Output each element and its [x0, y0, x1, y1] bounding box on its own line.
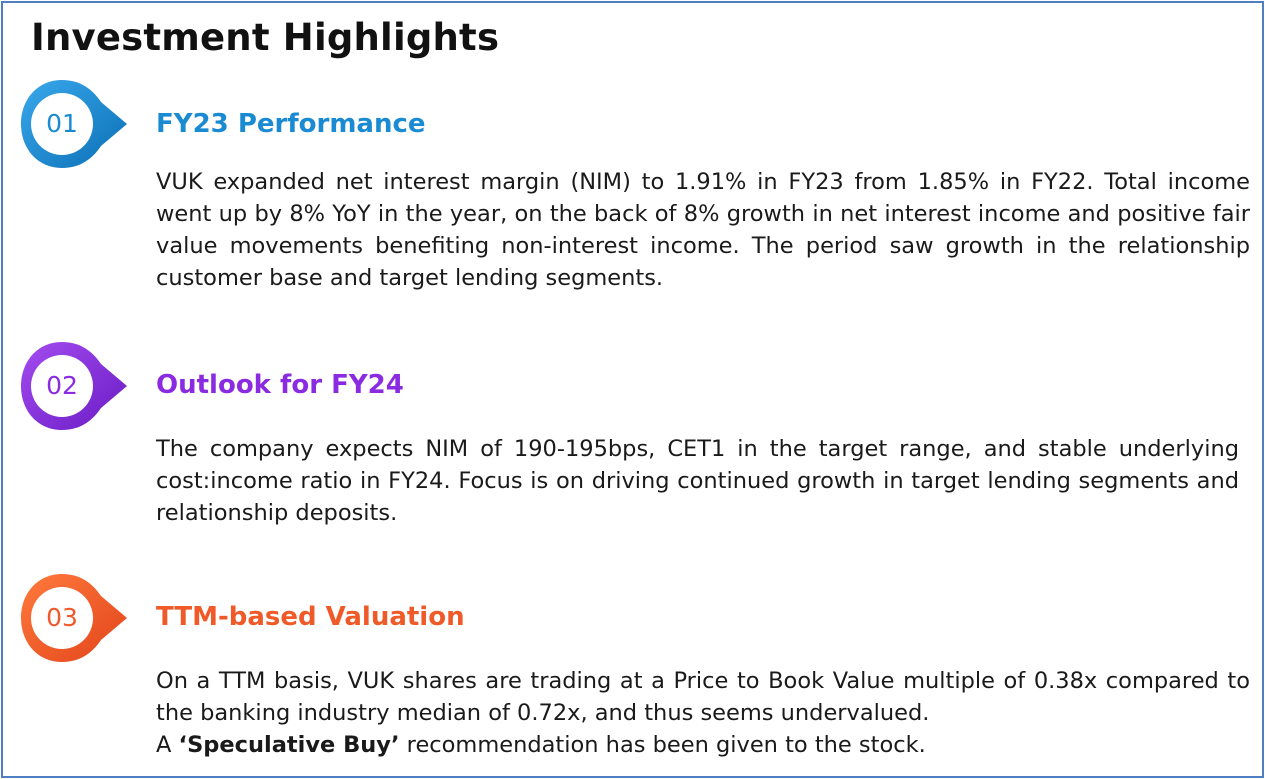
section-heading: FY23 Performance — [156, 109, 426, 139]
section-body-prefix: A — [156, 732, 179, 758]
section-body-suffix: recommendation has been given to the stock. — [399, 732, 926, 758]
section-heading: Outlook for FY24 — [156, 370, 404, 400]
badge-number: 01 — [46, 109, 78, 138]
number-badge-icon — [19, 336, 131, 436]
section-body: The company expects NIM of 190-195bps, CET1 in the target range, and stable underlying cost:income ratio in FY24. Focus is on driving continued growth in target lending segments and relationship deposits. — [156, 436, 1239, 526]
section-body: VUK expanded net interest margin (NIM) to 1.91% in FY23 from 1.85% in FY22. Total income went up by 8% YoY in the year, on the back of 8% growth in net interest income and positive fair value movements benefiting non-interest income. The period saw growth in the relationship customer base and target lending segments. — [156, 169, 1250, 291]
badge-number: 02 — [46, 371, 78, 400]
number-badge-icon — [19, 74, 131, 174]
number-badge-icon — [19, 568, 131, 668]
badge-number: 03 — [46, 603, 78, 632]
recommendation-emphasis: ‘Speculative Buy’ — [178, 732, 400, 758]
section-heading: TTM-based Valuation — [156, 602, 465, 632]
section-body — [156, 665, 1250, 761]
section-body-main: On a TTM basis, VUK shares are trading at a Price to Book Value multiple of 0.38x compared to the banking industry median of 0.72x, and thus seems undervalued. — [156, 668, 1250, 726]
page-title: Investment Highlights — [31, 16, 500, 59]
